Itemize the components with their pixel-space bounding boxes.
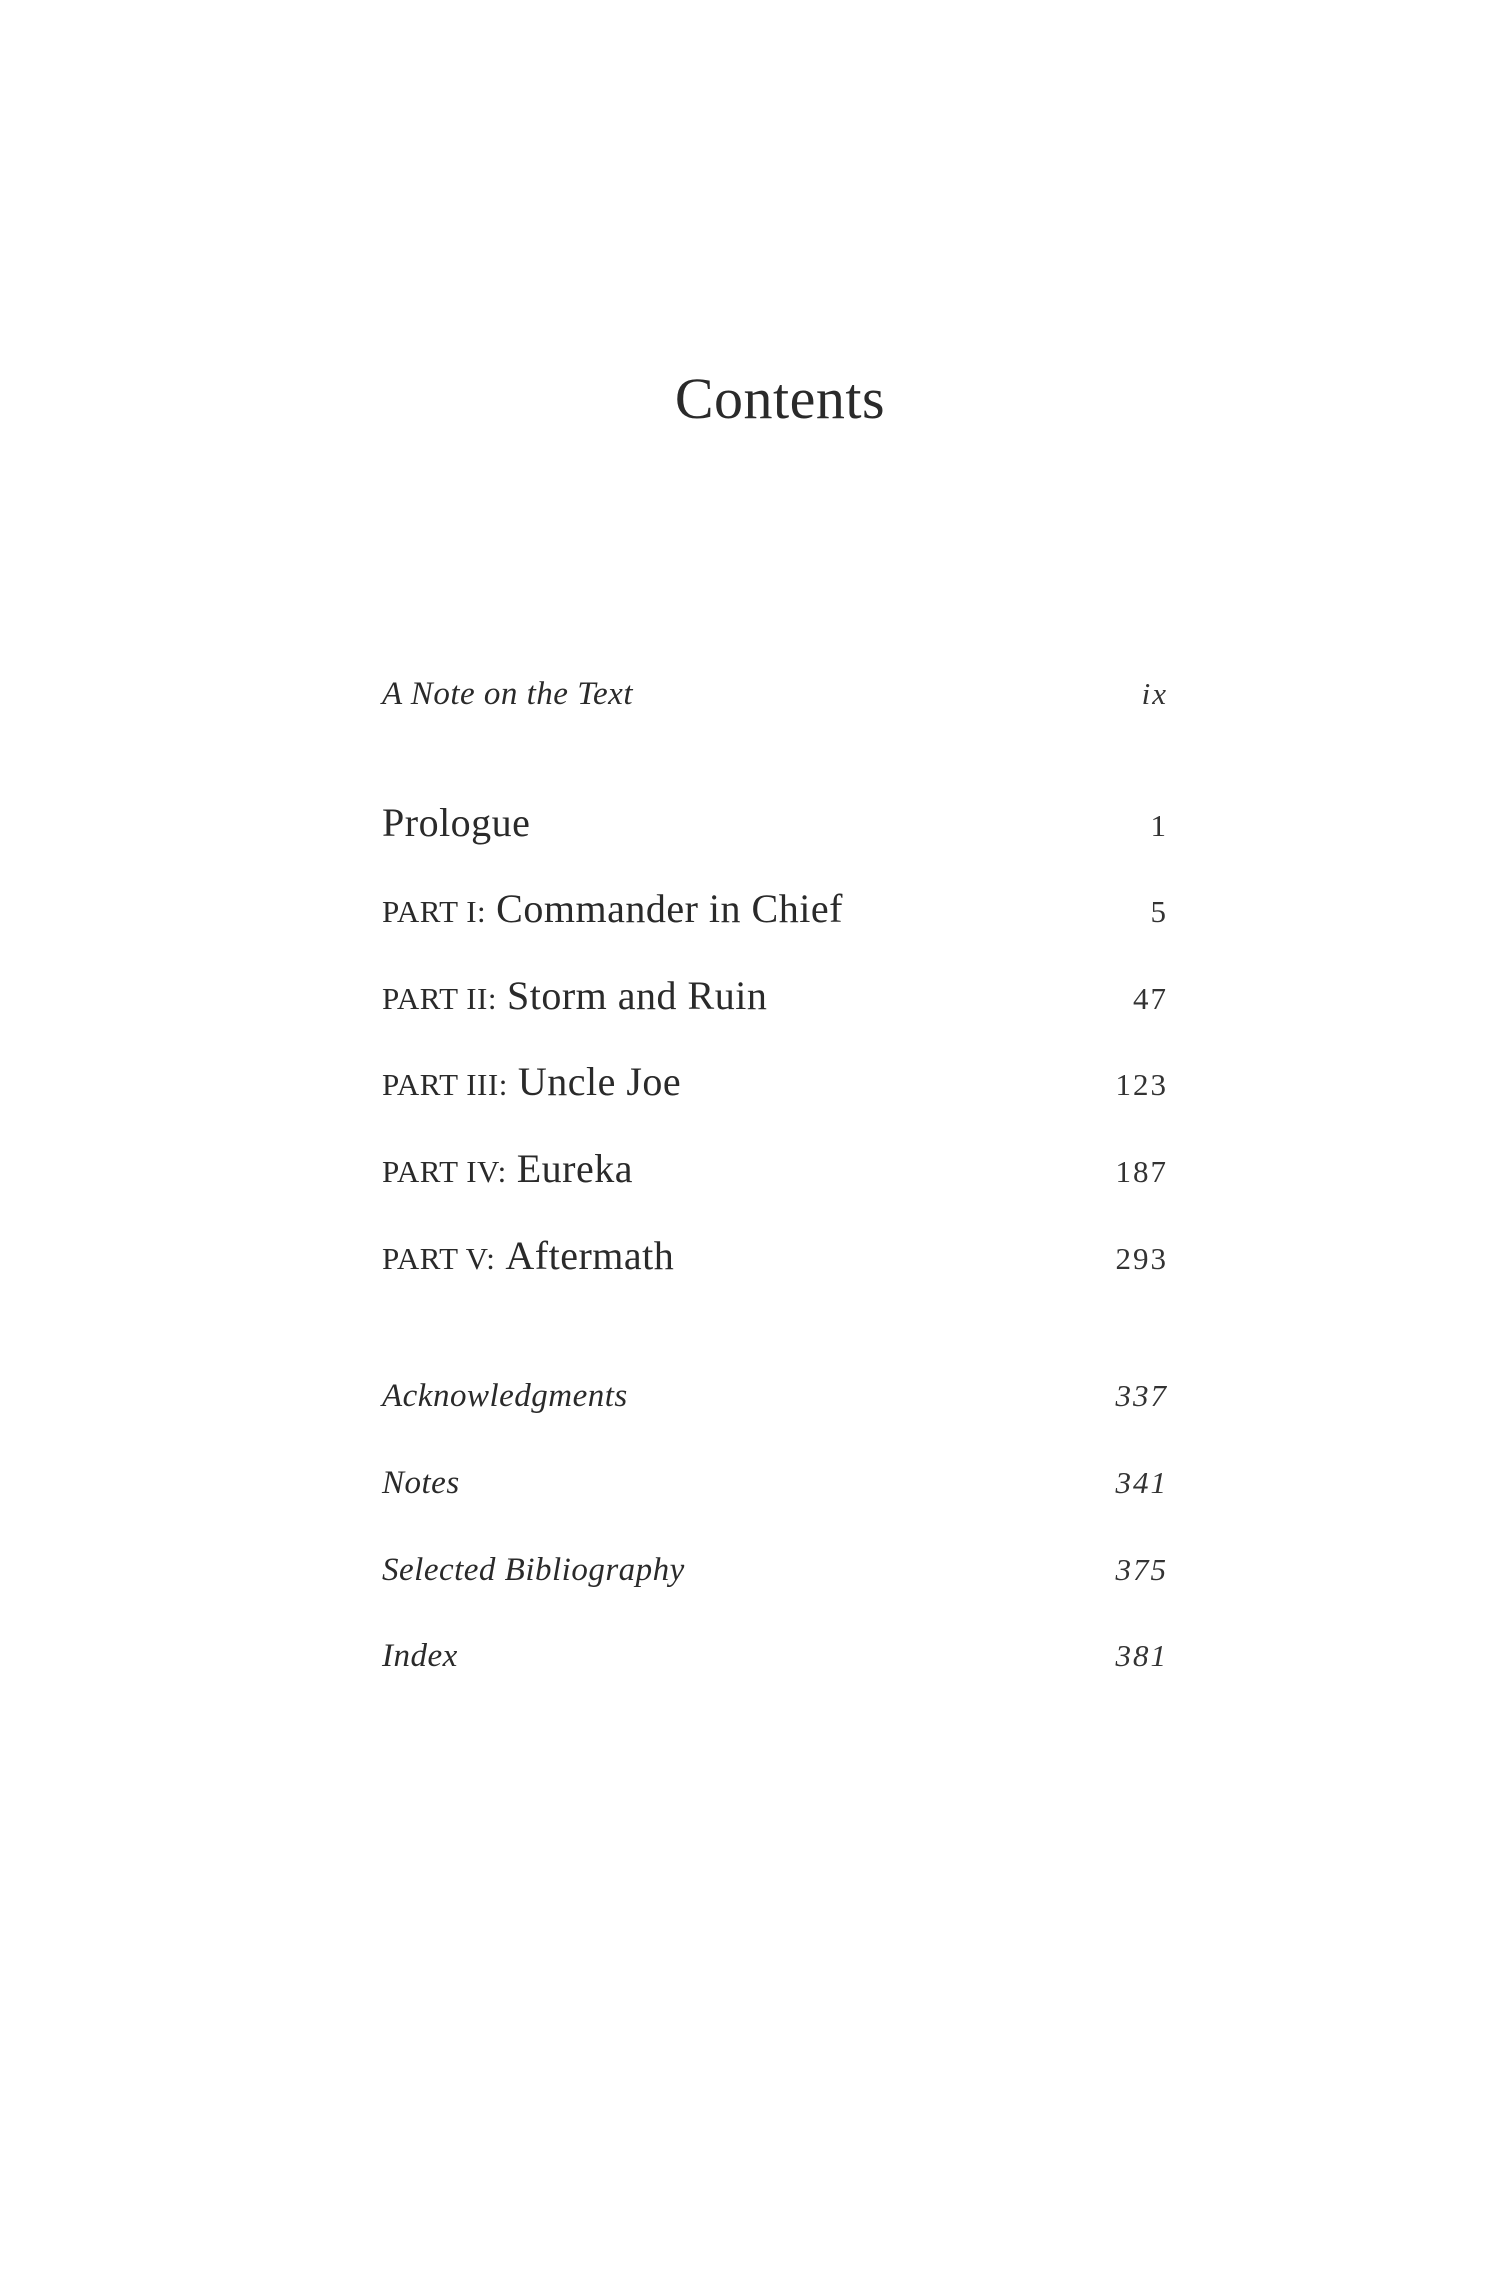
toc-entry-title: Commander in Chief [496,886,843,931]
toc-entry-part-3 [382,1058,1168,1105]
toc-entry-part-5 [382,1232,1168,1279]
toc-part-label: PART IV: [382,1154,507,1189]
toc-entry-title-wrap [382,885,843,932]
toc-entry-page: ix [1141,676,1168,711]
toc-entry-title-wrap [382,1145,633,1192]
toc-part-label: PART V: [382,1241,496,1276]
toc-entry-page: 337 [1115,1378,1168,1413]
toc-entry-title-wrap [382,1058,681,1105]
table-of-contents [382,0,1168,2270]
toc-entry-bibliography [382,1552,1168,1589]
toc-entry-note-on-text [382,676,1168,713]
toc-entry-part-4 [382,1145,1168,1192]
toc-entry-prologue [382,799,1168,846]
toc-entry-part-1 [382,885,1168,932]
toc-entry-title-wrap [382,799,530,846]
toc-entry-title: Eureka [516,1146,634,1191]
toc-entry-page: 1 [1150,808,1168,843]
toc-entry-title-wrap [382,1232,674,1279]
toc-entry-page: 375 [1115,1552,1168,1587]
page-title: Contents [674,366,886,431]
toc-entry-part-2 [382,972,1168,1019]
toc-entry-page: 5 [1150,894,1168,929]
toc-entry-title-wrap [382,972,767,1019]
toc-entry-title: Aftermath [505,1233,675,1278]
toc-entry-notes [382,1465,1168,1502]
toc-entry-title: A Note on the Text [382,676,633,712]
toc-entry-acknowledgments [382,1378,1168,1415]
toc-entry-index [382,1638,1168,1675]
toc-entry-title: Uncle Joe [517,1059,682,1104]
toc-entry-title: Notes [382,1465,460,1501]
toc-entry-title: Acknowledgments [382,1378,628,1414]
toc-entry-page: 341 [1115,1465,1168,1500]
toc-entry-page: 123 [1115,1067,1168,1102]
toc-entry-title: Storm and Ruin [506,973,768,1018]
toc-part-label: PART I: [382,894,487,929]
toc-part-label: PART II: [382,981,497,1016]
toc-entry-title: Prologue [382,800,531,845]
toc-entry-page: 187 [1115,1154,1168,1189]
toc-entry-page: 293 [1115,1241,1168,1276]
toc-entry-title: Selected Bibliography [382,1552,685,1588]
toc-entry-title: Index [382,1638,458,1674]
toc-entry-page: 47 [1133,981,1168,1016]
toc-part-label: PART III: [382,1067,508,1102]
toc-entry-page: 381 [1115,1638,1168,1673]
